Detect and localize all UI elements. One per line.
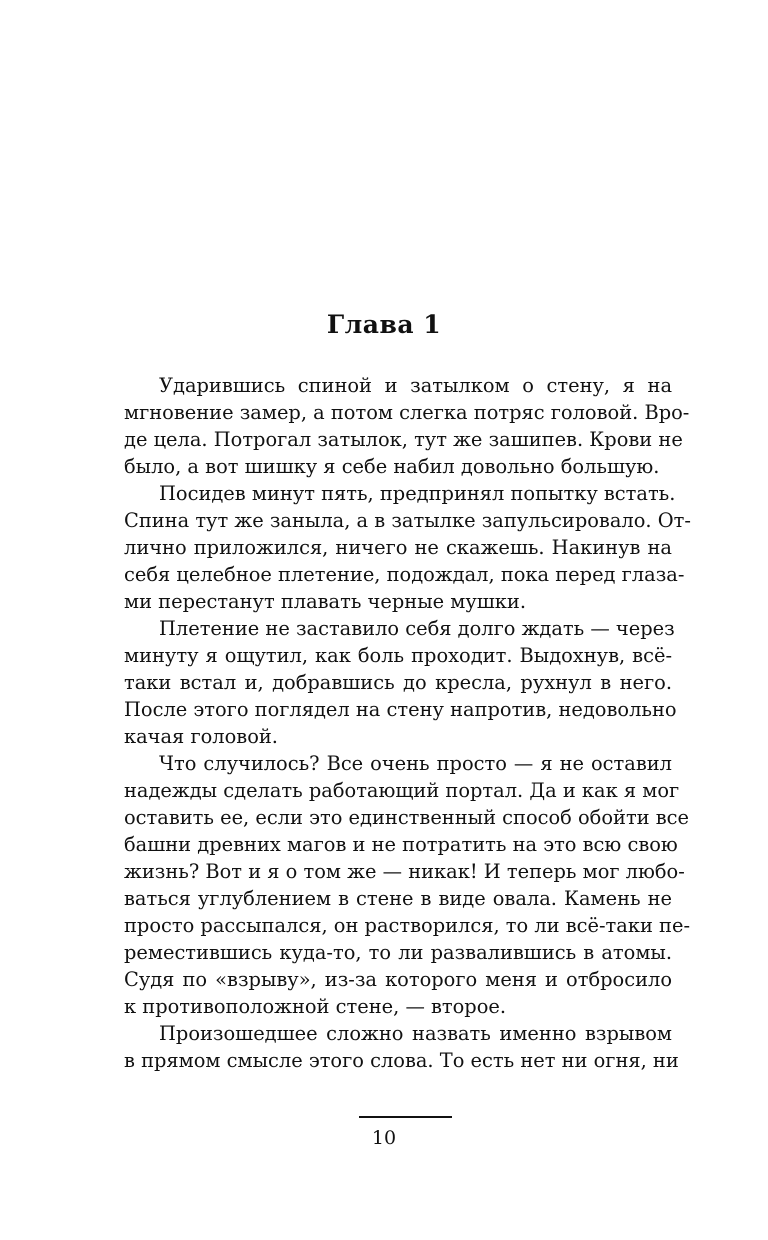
text-line: в прямом смысле этого слова. То есть нет ни огня, ни [124,1049,679,1072]
text-line: таки встал и, добравшись до кресла, рухнул в него. [124,671,672,694]
text-line: ми перестанут плавать черные мушки. [124,590,526,613]
text-line: реместившись куда-то, то ли развалившись в атомы. [124,941,672,964]
text-line: было, а вот шишку я себе набил довольно большую. [124,455,660,478]
text-line: качая головой. [124,725,278,748]
text-line: После этого поглядел на стену напротив, недовольно [124,698,677,721]
text-line: Плетение не заставило себя долго ждать — через [159,617,675,640]
text-line: ваться углублением в стене в виде овала. Камень не [124,887,672,910]
text-line: башни древних магов и не потратить на это всю свою [124,833,678,856]
text-line: Произошедшее сложно назвать именно взрывом [159,1022,672,1045]
text-line: минуту я ощутил, как боль проходит. Выдохнув, всё- [124,644,672,667]
footer-rule [359,1116,452,1118]
chapter-title: Глава 1 [326,310,442,339]
text-line: оставить ее, если это единственный способ обойти все [124,806,690,829]
text-line: Посидев минут пять, предпринял попытку встать. [159,482,676,505]
text-line: Ударившись спиной и затылком о стену, я на [159,374,672,397]
text-line: де цела. Потрогал затылок, тут же зашипев. Крови не [124,428,683,451]
text-line: мгновение замер, а потом слегка потряс головой. Вро- [124,401,690,424]
body-text [124,372,691,1074]
text-line: Судя по «взрыву», из-за которого меня и отбросило [124,968,672,991]
text-line: Что случилось? Все очень просто — я не оставил [159,752,672,775]
page-number: 10 [371,1127,397,1149]
text-line: к противоположной стене, — второе. [124,995,507,1018]
text-line: лично приложился, ничего не скажешь. Накинув на [124,536,672,559]
text-line: себя целебное плетение, подождал, пока перед глаза- [124,563,685,586]
text-line: надежды сделать работающий портал. Да и как я мог [124,779,680,802]
text-line: просто рассыпался, он растворился, то ли всё-таки пе- [124,914,690,937]
text-line: Спина тут же заныла, а в затылке запульсировало. От- [124,509,691,532]
text-line: жизнь? Вот и я о том же — никак! И теперь мог любо- [124,860,685,883]
